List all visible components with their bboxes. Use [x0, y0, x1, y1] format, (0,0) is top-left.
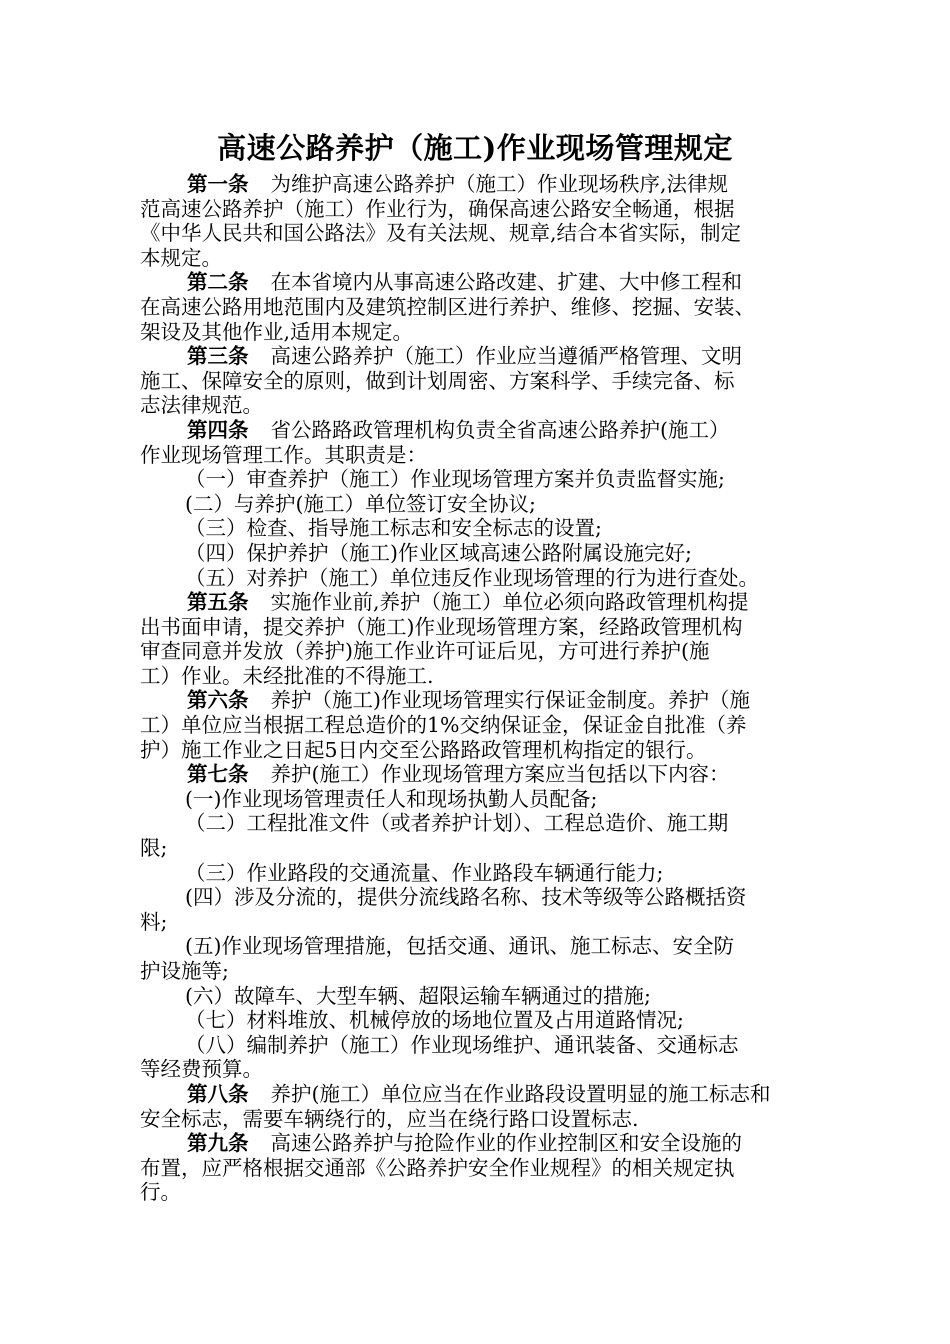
list-item: （三）作业路段的交通流量、作业路段车辆通行能力;	[185, 860, 664, 885]
list-item: （八）编制养护（施工）作业现场维护、通讯装备、交通标志	[185, 1032, 739, 1057]
text-line	[140, 1180, 830, 1205]
article-text: 高速公路养护（施工）作业应当遵循严格管理、文明	[270, 344, 742, 369]
text-line	[140, 590, 830, 615]
article-label: 第八条	[187, 1081, 249, 1106]
continuation-text: 架设及其他作业,适用本规定。	[140, 319, 414, 344]
article-label: 第四条	[187, 417, 249, 442]
article-text: 为维护高速公路养护（施工）作业现场秩序,法律规	[270, 172, 729, 196]
article-text: 在本省境内从事高速公路改建、扩建、大中修工程和	[270, 270, 742, 295]
text-line	[140, 934, 830, 959]
list-item: (四）涉及分流的，提供分流线路名称、技术等级等公路概括资	[185, 885, 747, 910]
list-item: (六）故障车、大型车辆、超限运输车辆通过的措施;	[185, 983, 651, 1008]
text-line	[140, 639, 830, 664]
text-line	[140, 910, 830, 935]
text-line	[140, 197, 830, 222]
text-line	[140, 713, 830, 738]
text-line	[140, 492, 830, 517]
continuation-text: 行。	[140, 1180, 181, 1205]
text-line	[140, 885, 830, 910]
article-label: 第七条	[187, 762, 249, 787]
continuation-text: 本规定。	[140, 245, 222, 270]
text-line	[140, 320, 830, 345]
continuation-text: 工）单位应当根据工程总造价的1%交纳保证金，保证金自批准（养	[140, 713, 747, 738]
continuation-text: 护）施工作业之日起5日内交至公路路政管理机构指定的银行。	[140, 737, 707, 762]
continuation-text: 限;	[140, 836, 168, 861]
text-line	[140, 221, 830, 246]
article-label: 第九条	[187, 1131, 249, 1156]
text-line	[140, 541, 830, 566]
text-line	[140, 418, 830, 443]
article-label: 第六条	[187, 688, 249, 713]
article-text: 养护(施工）单位应当在作业路段设置明显的施工标志和	[270, 1081, 771, 1106]
list-item: (二）与养护(施工）单位签订安全协议;	[185, 491, 536, 516]
continuation-text: 审查同意并发放（养护)施工作业许可证后见，方可进行养护(施	[140, 639, 710, 664]
text-line	[140, 1057, 830, 1082]
text-line	[140, 738, 830, 763]
text-line	[140, 566, 830, 591]
document-body	[140, 172, 830, 1205]
article-text: 高速公路养护与抢险作业的作业控制区和安全设施的	[270, 1131, 742, 1156]
text-line	[140, 762, 830, 787]
document-title: 高速公路养护（施工)作业现场管理规定	[217, 131, 733, 165]
text-line	[140, 984, 830, 1009]
list-item: （四）保护养护（施工)作业区域高速公路附属设施完好;	[185, 540, 692, 565]
continuation-text: 安全标志，需要车辆绕行的，应当在绕行路口设置标志.	[140, 1106, 639, 1131]
text-line	[140, 959, 830, 984]
article-text: 实施作业前,养护（施工）单位必须向路政管理机构提	[270, 590, 749, 615]
continuation-text: 布置，应严格根据交通部《公路养护安全作业规程》的相关规定执	[140, 1155, 735, 1180]
text-line	[140, 1107, 830, 1132]
text-line	[140, 516, 830, 541]
list-item: （五）对养护（施工）单位违反作业现场管理的行为进行查处。	[185, 565, 759, 590]
list-item: （一）审查养护（施工）作业现场管理方案并负责监督实施;	[185, 467, 725, 492]
continuation-text: 作业现场管理工作。其职责是：	[140, 442, 427, 467]
text-line	[140, 1008, 830, 1033]
article-label: 第二条	[187, 270, 249, 295]
article-text: 养护（施工)作业现场管理实行保证金制度。养护（施	[270, 688, 750, 713]
text-line	[140, 1033, 830, 1058]
text-line	[140, 369, 830, 394]
continuation-text: 等经费预算。	[140, 1057, 263, 1082]
text-line	[140, 664, 830, 689]
continuation-text: 护设施等;	[140, 959, 229, 983]
text-line	[140, 172, 830, 197]
list-item: （三）检查、指导施工标志和安全标志的设置;	[185, 516, 602, 541]
continuation-text: 范高速公路养护（施工）作业行为，确保高速公路安全畅通，根据	[140, 196, 735, 221]
text-line	[140, 688, 830, 713]
text-line	[140, 811, 830, 836]
continuation-text: 施工、保障安全的原则，做到计划周密、方案科学、手续完备、标	[140, 368, 735, 393]
text-line	[140, 467, 830, 492]
list-item: （二）工程批准文件（或者养护计划）、工程总造价、施工期	[185, 811, 729, 836]
text-line	[140, 1131, 830, 1156]
text-line	[140, 1156, 830, 1181]
list-item: （七）材料堆放、机械停放的场地位置及占用道路情况;	[185, 1008, 684, 1033]
article-label: 第一条	[187, 172, 249, 196]
text-line	[140, 344, 830, 369]
text-line	[140, 861, 830, 886]
text-line	[140, 443, 830, 468]
list-item: (五)作业现场管理措施，包括交通、通讯、施工标志、安全防	[185, 934, 734, 959]
text-line	[140, 270, 830, 295]
text-line	[140, 836, 830, 861]
article-label: 第五条	[187, 590, 249, 615]
list-item: (一)作业现场管理责任人和现场执勤人员配备;	[185, 786, 598, 811]
continuation-text: 料;	[140, 909, 168, 934]
continuation-text: 出书面申请，提交养护（施工)作业现场管理方案，经路政管理机构	[140, 614, 743, 639]
text-line	[140, 1082, 830, 1107]
article-text: 养护(施工）作业现场管理方案应当包括以下内容：	[270, 762, 730, 787]
text-line	[140, 295, 830, 320]
article-text: 省公路路政管理机构负责全省高速公路养护(施工）	[270, 417, 730, 442]
continuation-text: 《中华人民共和国公路法》及有关法规、规章,结合本省实际，制定	[140, 221, 742, 246]
text-line	[140, 615, 830, 640]
text-line	[140, 246, 830, 271]
continuation-text: 在高速公路用地范围内及建筑控制区进行养护、维修、挖掘、安装、	[140, 294, 755, 319]
article-label: 第三条	[187, 344, 249, 369]
text-line	[140, 393, 830, 418]
continuation-text: 志法律规范。	[140, 393, 263, 418]
text-line	[140, 787, 830, 812]
continuation-text: 工）作业。未经批准的不得施工.	[140, 663, 434, 688]
